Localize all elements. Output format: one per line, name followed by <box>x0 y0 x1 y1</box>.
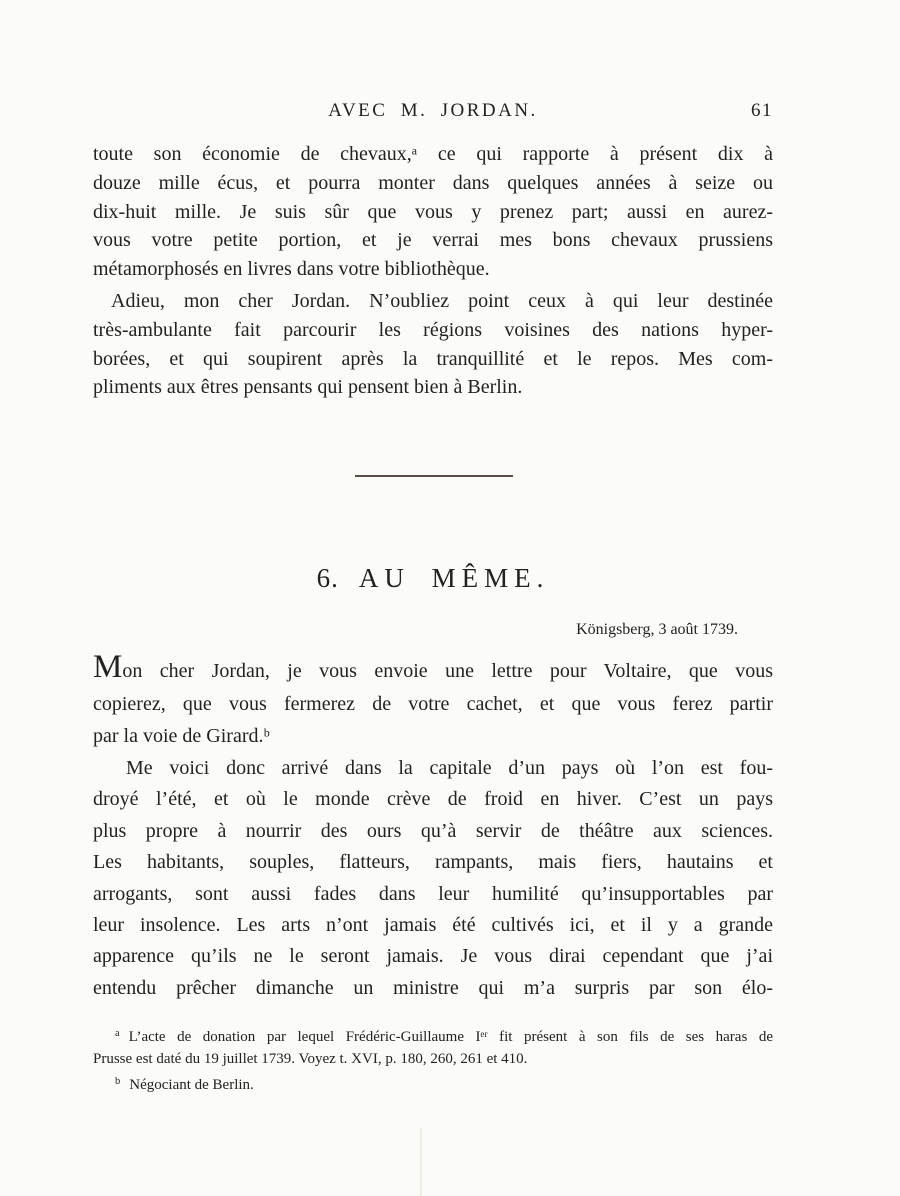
text-line: par la voie de Girard.ᵇ <box>93 725 270 747</box>
text-line <box>93 649 773 688</box>
section-divider <box>355 475 513 477</box>
letter-heading <box>93 563 773 593</box>
text-line: entendu prêcher dimanche un ministre qui m’a surpris par son élo- <box>93 976 773 999</box>
text-line: douze mille écus, et pourra monter dans quelques années à seize ou <box>93 171 773 194</box>
running-header-title: AVEC M. JORDAN. <box>328 100 538 121</box>
text-line: toute son économie de chevaux,ᵃ ce qui rapporte à présent dix à <box>93 143 773 165</box>
text-line: arrogants, sont aussi fades dans leur humilité qu’insupportables par <box>93 882 773 905</box>
text-line: Les habitants, souples, flatteurs, rampants, mais fiers, hautains et <box>93 851 773 874</box>
letter-number: 6. <box>316 563 339 593</box>
letter-paragraph-description <box>93 753 773 1004</box>
page-number: 61 <box>751 100 773 121</box>
footnote-a-text: L’acte de donation par lequel Frédéric-Guillaume Iᵉʳ fit présent à son fils de ses haras de <box>128 1029 773 1045</box>
scan-artifact-line <box>420 1128 422 1196</box>
footnote-marker-b: b <box>115 1075 121 1087</box>
text-line: apparence qu’ils ne le seront jamais. Je vous dirai cependant que j’ai <box>93 945 773 968</box>
text-line: Adieu, mon cher Jordan. N’oubliez point ceux à qui leur destinée <box>111 290 773 312</box>
letter-title: AU MÊME. <box>358 563 550 593</box>
text-line: Me voici donc arrivé dans la capitale d’un pays où l’on est fou- <box>126 757 773 779</box>
footnote-b-text: Négociant de Berlin. <box>129 1076 254 1093</box>
text-line: pliments aux êtres pensants qui pensent bien à Berlin. <box>93 376 523 399</box>
footnote-a-line: Prusse est daté du 19 juillet 1739. Voyez t. XVI, p. 180, 260, 261 et 410. <box>93 1050 528 1067</box>
text-line: copierez, que vous fermerez de votre cachet, et que vous ferez partir <box>93 692 773 715</box>
footnote-b-line <box>93 1071 773 1097</box>
running-header <box>93 100 773 124</box>
text-line: très-ambulante fait parcourir les régions voisines des nations hyper- <box>93 318 773 341</box>
drop-cap-initial: M <box>93 649 123 685</box>
text-line: leur insolence. Les arts n’ont jamais été cultivés ici, et il y a grande <box>93 914 773 937</box>
paragraph-farewell <box>93 287 773 402</box>
footnote-marker-a: a <box>115 1028 120 1039</box>
text-line: vous votre petite portion, et je verrai mes bons chevaux prussiens <box>93 229 773 252</box>
letter-paragraph-opening <box>93 649 773 753</box>
paragraph-continuation <box>93 140 773 284</box>
dateline: Königsberg, 3 août 1739. <box>576 621 738 638</box>
text-line: dix-huit mille. Je suis sûr que vous y prenez part; aussi en aurez- <box>93 200 773 223</box>
footnote-a-line <box>93 1023 773 1049</box>
footnotes <box>93 1023 773 1096</box>
text-line: droyé l’été, et où le monde crève de froid en hiver. C’est un pays <box>93 788 773 811</box>
text-line: borées, et qui soupirent après la tranquillité et le repos. Mes com- <box>93 347 773 370</box>
text-line: métamorphosés en livres dans votre bibliothèque. <box>93 258 490 281</box>
text-line: plus propre à nourrir des ours qu’à servir de théâtre aux sciences. <box>93 819 773 842</box>
text-line-rest: on cher Jordan, je vous envoie une lettre pour Voltaire, que vous <box>122 660 773 682</box>
